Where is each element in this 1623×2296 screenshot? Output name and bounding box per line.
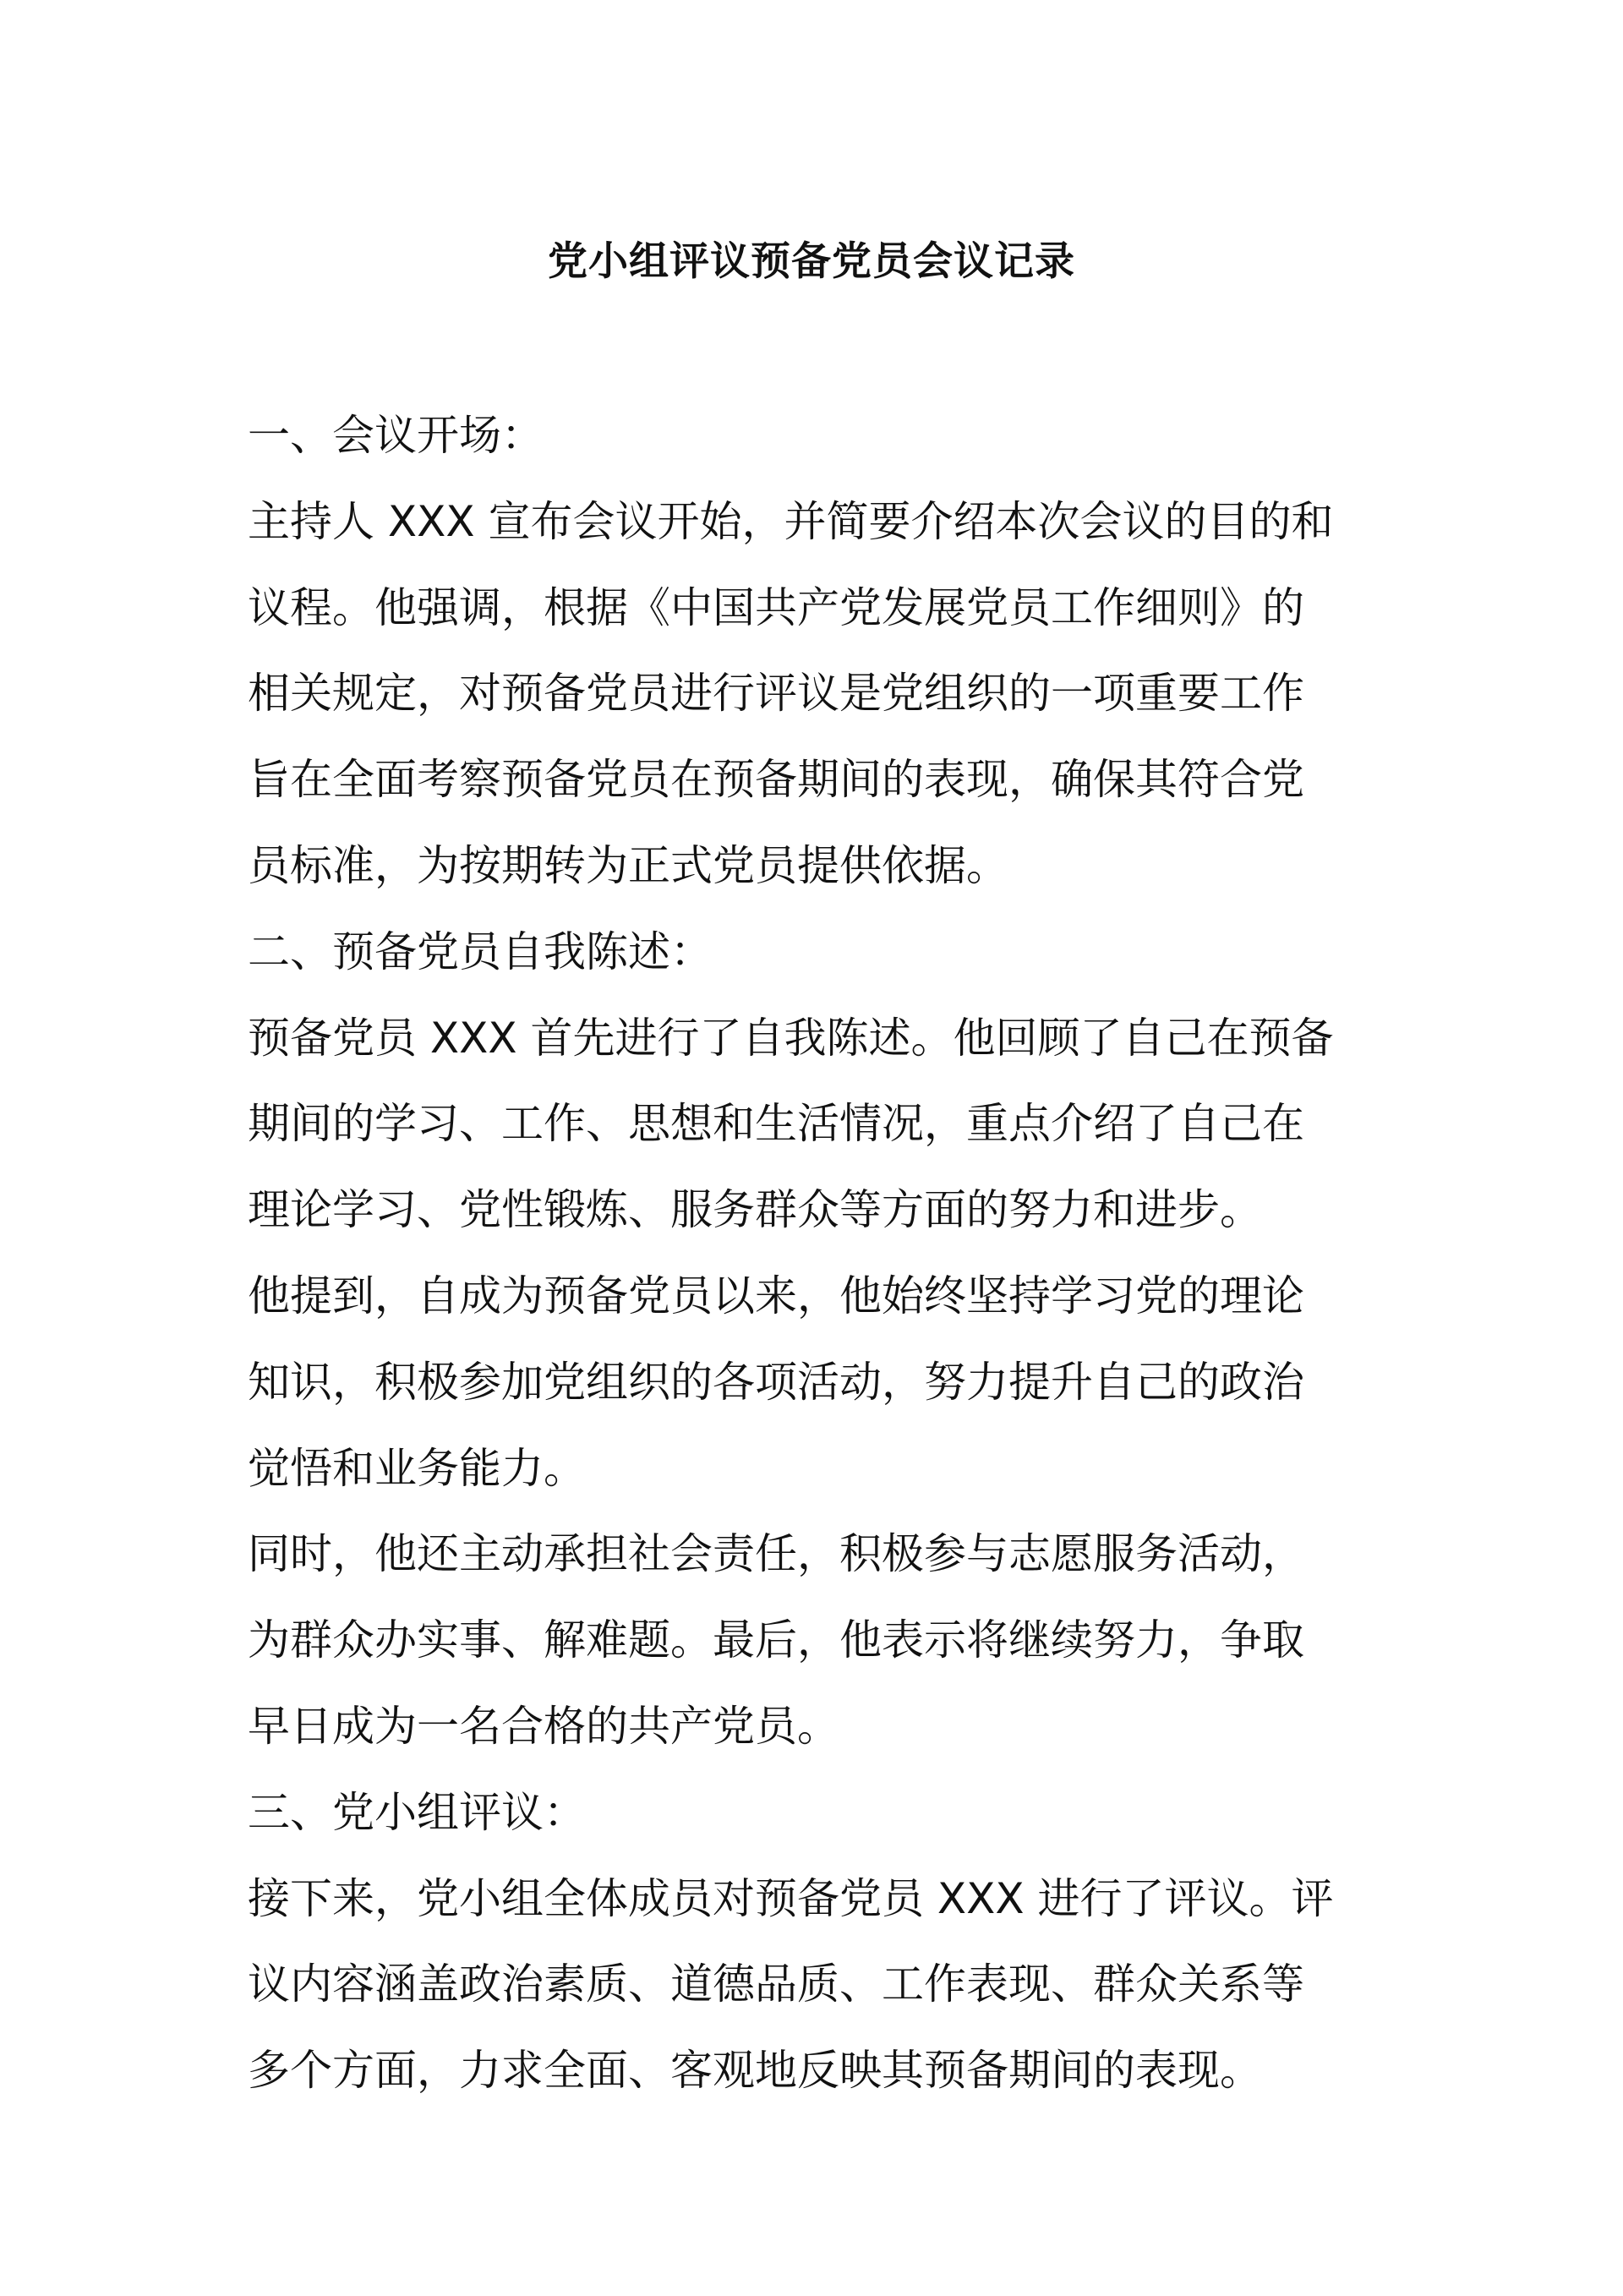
paragraph-line: 同时，他还主动承担社会责任，积极参与志愿服务活动， [248, 1529, 1304, 1579]
section-heading-self-statement: 二、预备党员自我陈述： [248, 927, 713, 976]
paragraph-line: 早日成为一名合格的共产党员。 [248, 1701, 839, 1751]
paragraph-line: 他提到，自成为预备党员以来，他始终坚持学习党的理论 [248, 1271, 1304, 1320]
document-title: 党小组评议预备党员会议记录 [548, 238, 1075, 285]
paragraph-line: 为群众办实事、解难题。最后，他表示将继续努力，争取 [248, 1615, 1304, 1665]
paragraph-line: 预备党员 XXX 首先进行了自我陈述。他回顾了自己在预备 [248, 1013, 1334, 1063]
section-heading-opening: 一、会议开场： [248, 411, 544, 460]
document-body [248, 393, 1385, 2114]
paragraph-line: 多个方面，力求全面、客观地反映其预备期间的表现。 [248, 2046, 1262, 2096]
paragraph-line: 相关规定，对预备党员进行评议是党组织的一项重要工作 [248, 669, 1304, 719]
section-heading-group-review: 三、党小组评议： [248, 1787, 586, 1837]
paragraph-line: 议程。他强调，根据《中国共产党发展党员工作细则》的 [248, 582, 1304, 632]
paragraph-line: 接下来，党小组全体成员对预备党员 XXX 进行了评议。评 [248, 1873, 1334, 1923]
paragraph-line: 员标准，为按期转为正式党员提供依据。 [248, 840, 1008, 890]
paragraph-line: 主持人 XXX 宣布会议开始，并简要介绍本次会议的目的和 [248, 496, 1334, 546]
paragraph-line: 知识，积极参加党组织的各项活动，努力提升自己的政治 [248, 1357, 1304, 1407]
paragraph-line: 觉悟和业务能力。 [248, 1443, 586, 1493]
paragraph-line: 理论学习、党性锻炼、服务群众等方面的努力和进步。 [248, 1185, 1262, 1235]
paragraph-line: 议内容涵盖政治素质、道德品质、工作表现、群众关系等 [248, 1960, 1304, 2009]
paragraph-line: 期间的学习、工作、思想和生活情况，重点介绍了自己在 [248, 1099, 1304, 1149]
paragraph-line: 旨在全面考察预备党员在预备期间的表现，确保其符合党 [248, 755, 1304, 805]
